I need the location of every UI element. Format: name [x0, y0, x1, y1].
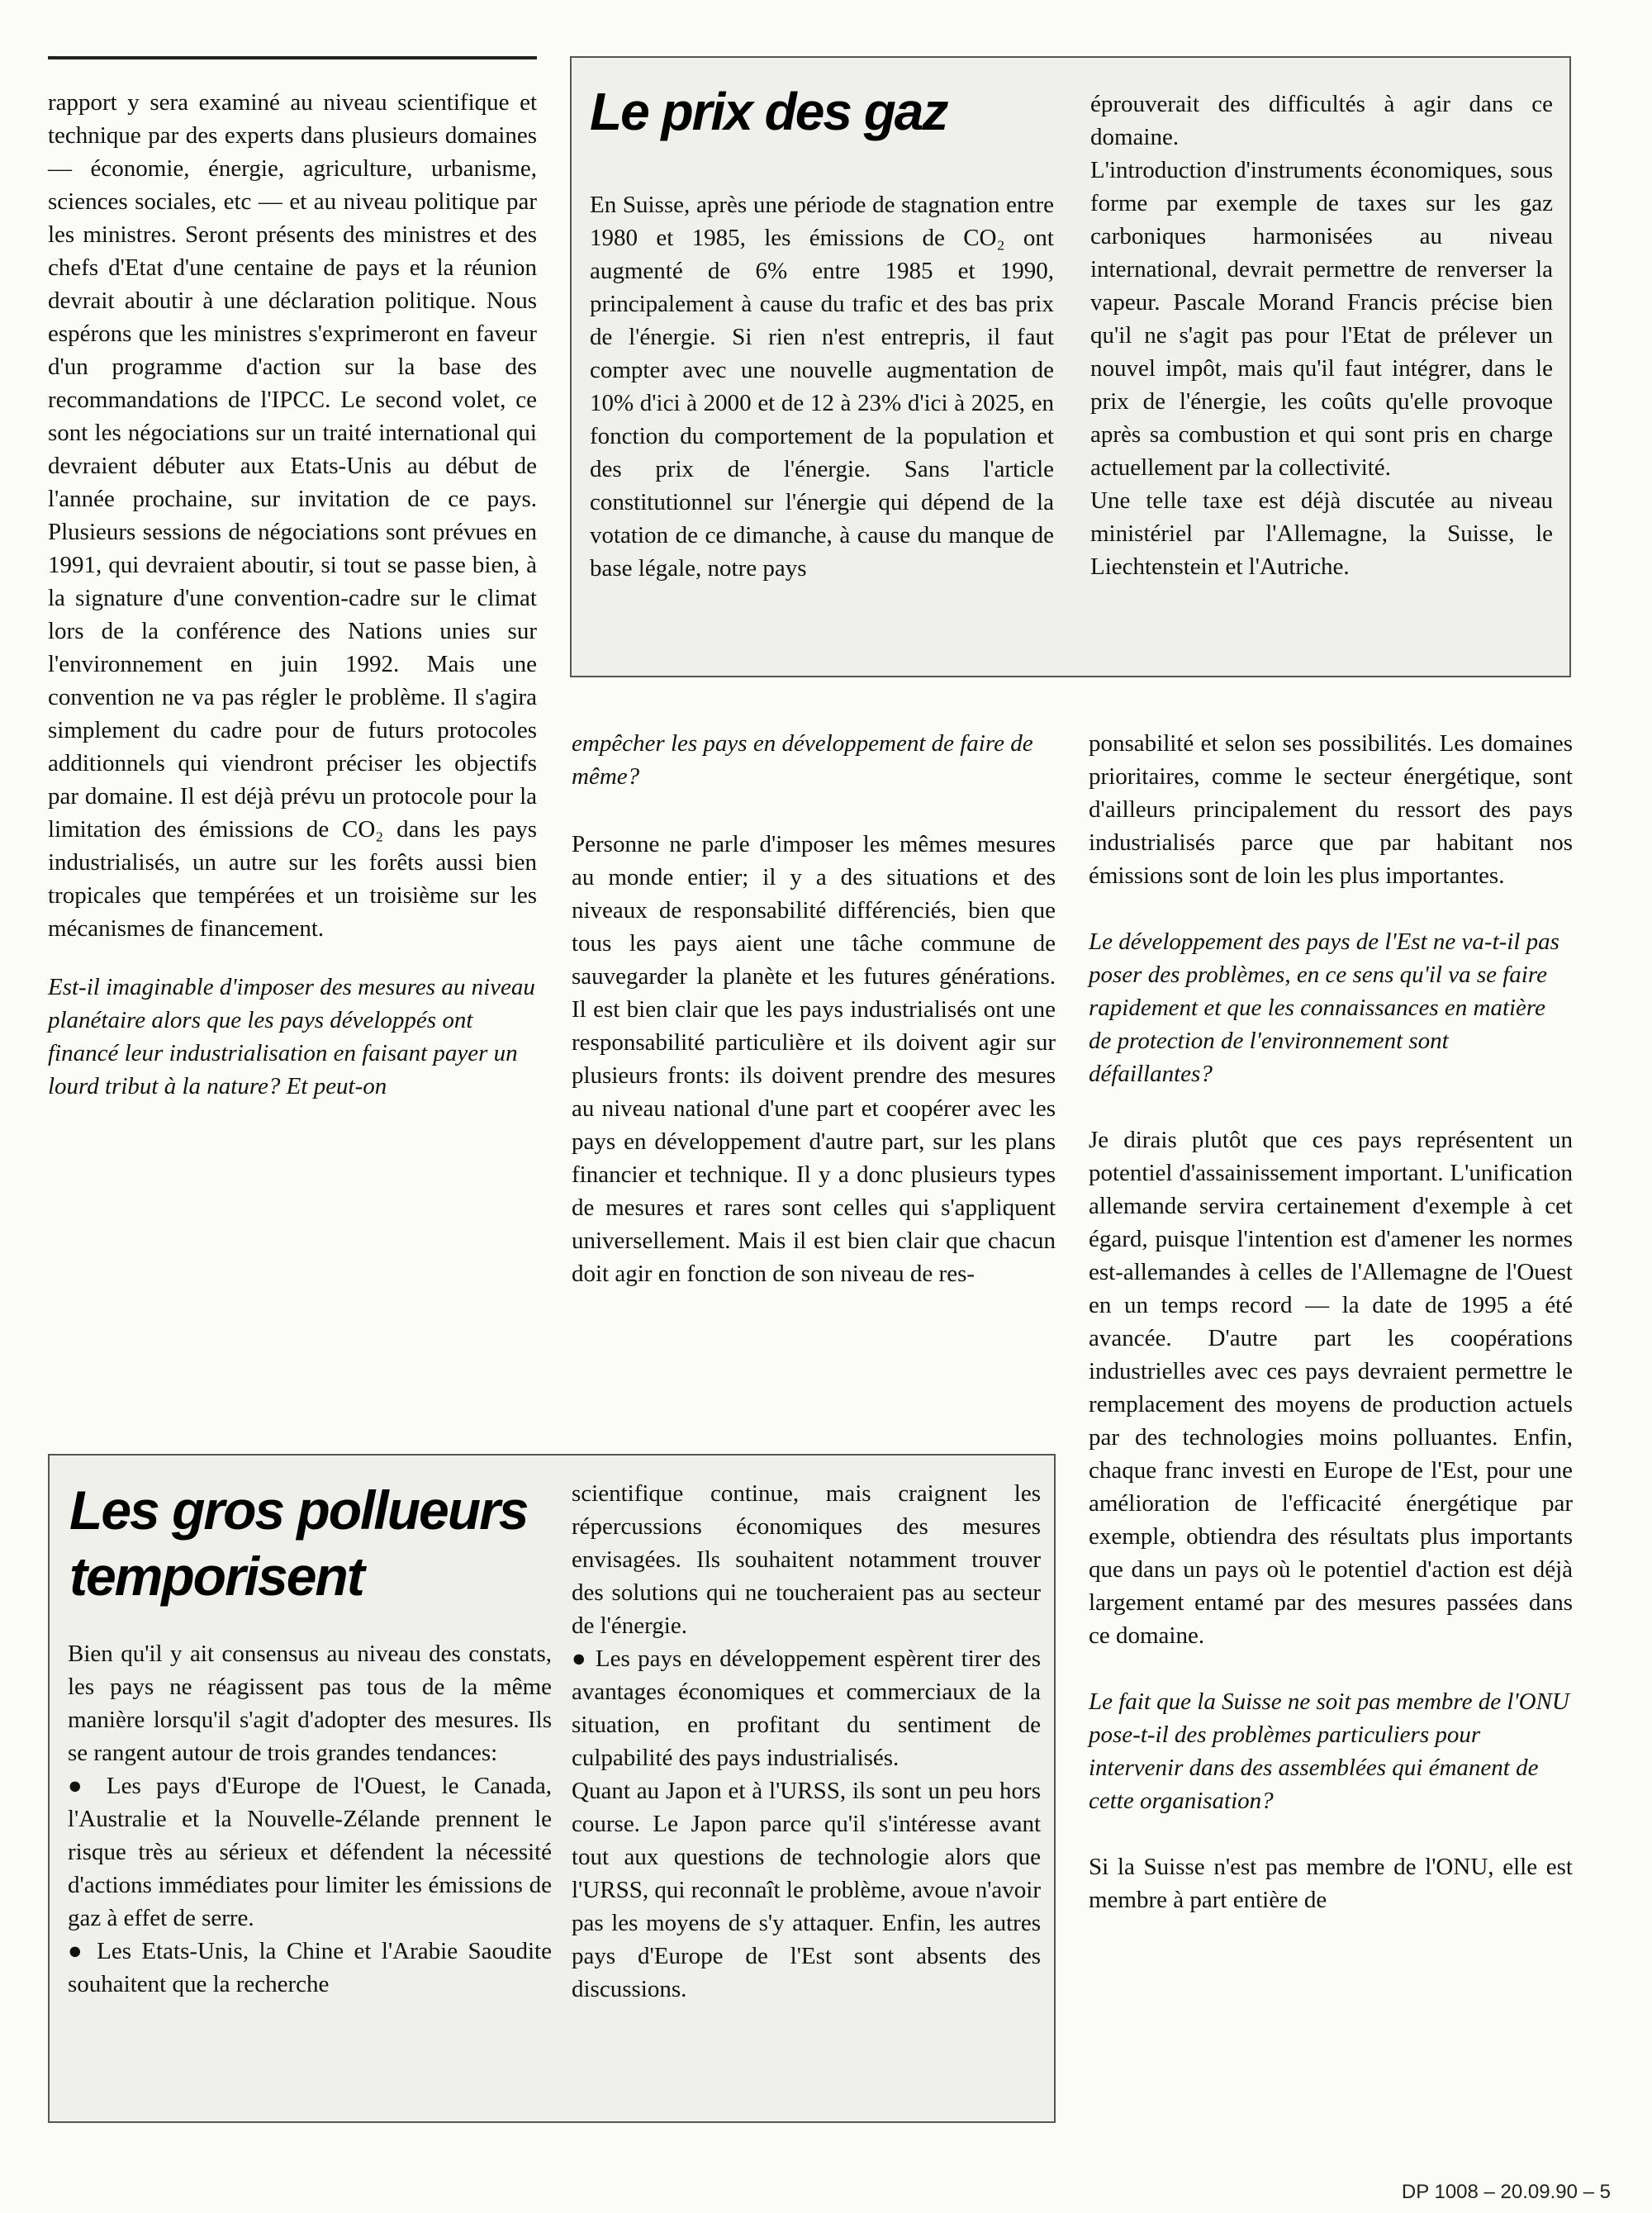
box-left-column — [590, 188, 1054, 585]
box-right-paragraph-3: Quant au Japon et à l'URSS, ils sont un peu hors course. Le Japon parce qu'il s'intéresse avant tout aux questions de technologie alors que l'URSS, qui reconnaît le problème, avoue n'avoir pas les moyens de s'y attaquer. Enfin, les autres pays d'Europe de l'Est sont absents des discussions. — [572, 1778, 1041, 2002]
box-title — [69, 1477, 527, 1609]
sidebar-box-prix-des-gaz — [570, 56, 1571, 677]
box-left-paragraph: En Suisse, après une période de stagnation entre 1980 et 1985, les émissions de CO₂ ont augmenté de 6% entre 1985 et 1990, principalement à cause du trafic et des bas prix de l'énergie. Si rien n'est entrepris, il faut compter avec une nouvelle augmentation de 10% d'ici à 2000 et de 12 à 23% d'ici à 2025, en fonction du comportement de la population et des prix de l'énergie. Sans l'article constitutionnel sur l'énergie qui dépend de la votation de ce dimanche, à cause du manque de base légale, notre pays — [590, 192, 1054, 582]
column-3-paragraph-1: ponsabilité et selon ses possibilités. Les domaines prioritaires, comme le secteur énergétique, sont d'ailleurs principalement du ressort des pays industrialisés parce que par habitant nos émissions sont de loin les plus importantes. — [1089, 730, 1573, 889]
column-1 — [48, 86, 537, 1103]
interview-question: Est-il imaginable d'imposer des mesures au niveau planétaire alors que les pays développés ont financé leur industrialisation en faisant payer un lourd tribut à la nature? Et peut-on — [48, 974, 535, 1099]
interview-question: Le développement des pays de l'Est ne va-t-il pas poser des problèmes, en ce sens qu'il va se faire rapidement et que les connaissances en matière de protection de l'environnement sont défaillantes? — [1089, 928, 1559, 1087]
box-right-column — [572, 1477, 1041, 2006]
box-title: Le prix des gaz — [590, 82, 947, 141]
column-3-paragraph-3: Si la Suisse n'est pas membre de l'ONU, elle est membre à part entière de — [1089, 1854, 1573, 1913]
bullet-item: ● Les Etats-Unis, la Chine et l'Arabie Saoudite souhaitent que la recherche — [68, 1938, 552, 1997]
column-1-paragraph: rapport y sera examiné au niveau scientifique et technique par des experts dans plusieurs domaines — économie, énergie, agriculture, urbanisme, sciences sociales, etc — et au niveau politique par les ministres. Seront présents des ministres et des chefs d'Etat d'une centaine de pays et la réunion devrait aboutir à une déclaration politique. Nous espérons que les ministres s'exprimeront en faveur d'un programme d'action sur la base des recommandations de l'IPCC. Le second volet, ce sont les négociations sur un traité international qui devraient débuter aux Etats-Unis au début de l'année prochaine, sur invitation de ce pays. Plusieurs sessions de négociations sont prévues en 1991, qui devraient aboutir, si tout se passe bien, à la signature d'une convention-cadre sur le climat lors de la conférence des Nations unies sur l'environnement en juin 1992. Mais une convention ne va pas régler le problème. Il s'agira simplement du cadre pour de futurs protocoles additionnels qui viendront préciser les objectifs par domaine. Il est déjà prévu un protocole pour la limitation des émissions de CO₂ dans les pays industrialisés, un autre sur les forêts aussi bien tropicales que tempérées et un troisième sur les mécanismes de financement. — [48, 89, 537, 942]
top-rule — [48, 56, 537, 59]
column-3 — [1089, 727, 1573, 1916]
column-2 — [572, 727, 1056, 1290]
page-footer: DP 1008 – 20.09.90 – 5 — [1401, 2181, 1611, 2203]
box-right-paragraph-1: scientifique continue, mais craignent les répercussions économiques des mesures envisagées. Ils souhaitent notamment trouver des solutions qui ne toucheraient pas au secteur de l'énergie. — [572, 1480, 1041, 1639]
box-title-line-1: Les gros pollueurs — [69, 1479, 528, 1541]
box-right-paragraph-3: Une telle taxe est déjà discutée au niveau ministériel par l'Allemagne, la Suisse, le Liechtenstein et l'Autriche. — [1090, 487, 1553, 580]
interview-question: empêcher les pays en développement de faire de même? — [572, 730, 1033, 790]
box-title-line-2: temporisent — [69, 1546, 363, 1607]
bullet-item: ● Les pays en développement espèrent tirer des avantages économiques et commerciaux de la situation, en profitant du sentiment de culpabilité des pays industrialisés. — [572, 1646, 1041, 1771]
bullet-item: ● Les pays d'Europe de l'Ouest, le Canada, l'Australie et la Nouvelle-Zélande prennent le risque très au sérieux et défendent la nécessité d'actions immédiates pour limiter les émissions de gaz à effet de serre. — [68, 1773, 552, 1931]
box-left-column — [68, 1637, 552, 2001]
box-right-paragraph-2: L'introduction d'instruments économiques, sous forme par exemple de taxes sur les gaz carboniques harmonisées au niveau international, devrait permettre de renverser la vapeur. Pascale Morand Francis précise bien qu'il ne s'agit pas pour l'Etat de prélever un nouvel impôt, mais qu'il faut intégrer, dans le prix de l'énergie, les coûts qu'elle provoque après sa combustion et qui sont pris en charge actuellement par la collectivité. — [1090, 157, 1553, 481]
box-left-paragraph-1: Bien qu'il y ait consensus au niveau des constats, les pays ne réagissent pas tous de la même manière lorsqu'il s'agit d'adopter des mesures. Ils se rangent autour de trois grandes tendances: — [68, 1641, 552, 1766]
column-3-paragraph-2: Je dirais plutôt que ces pays représentent un potentiel d'assainissement important. L'unification allemande servira certainement d'exemple à cet égard, puisque l'intention est d'amener les normes est-allemandes à celles de l'Allemagne de l'Ouest en un temps record — la date de 1995 a été avancée. D'autre part les coopérations industrielles avec ces pays devraient permettre le remplacement des moyens de production actuels par des technologies moins polluantes. Enfin, chaque franc investi en Europe de l'Est, pour une amélioration de l'efficacité énergétique par exemple, obtiendra des résultats plus importants que dans un pays où le potentiel d'action est déjà largement entamé par des mesures passées dans ce domaine. — [1089, 1127, 1573, 1649]
interview-question: Le fait que la Suisse ne soit pas membre de l'ONU pose-t-il des problèmes particuliers pour intervenir dans des assemblées qui émanent de cette organisation? — [1089, 1688, 1569, 1814]
box-right-paragraph-1: éprouverait des difficultés à agir dans ce domaine. — [1090, 91, 1553, 150]
box-right-column — [1090, 88, 1553, 583]
column-2-paragraph: Personne ne parle d'imposer les mêmes mesures au monde entier; il y a des situations et des niveaux de responsabilité différenciés, bien que tous les pays aient une tâche commune de sauvegarder la planète et les futures générations. Il est bien clair que les pays industrialisés ont une responsabilité particulière et ils doivent agir sur plusieurs fronts: ils doivent prendre des mesures au niveau national d'une part et coopérer avec les pays en développement d'autre part, sur les plans financier et technique. Il y a donc plusieurs types de mesures et rares sont celles qui s'appliquent universellement. Mais il est bien clair que chacun doit agir en fonction de son niveau de res- — [572, 831, 1056, 1287]
sidebar-box-gros-pollueurs — [48, 1454, 1056, 2123]
